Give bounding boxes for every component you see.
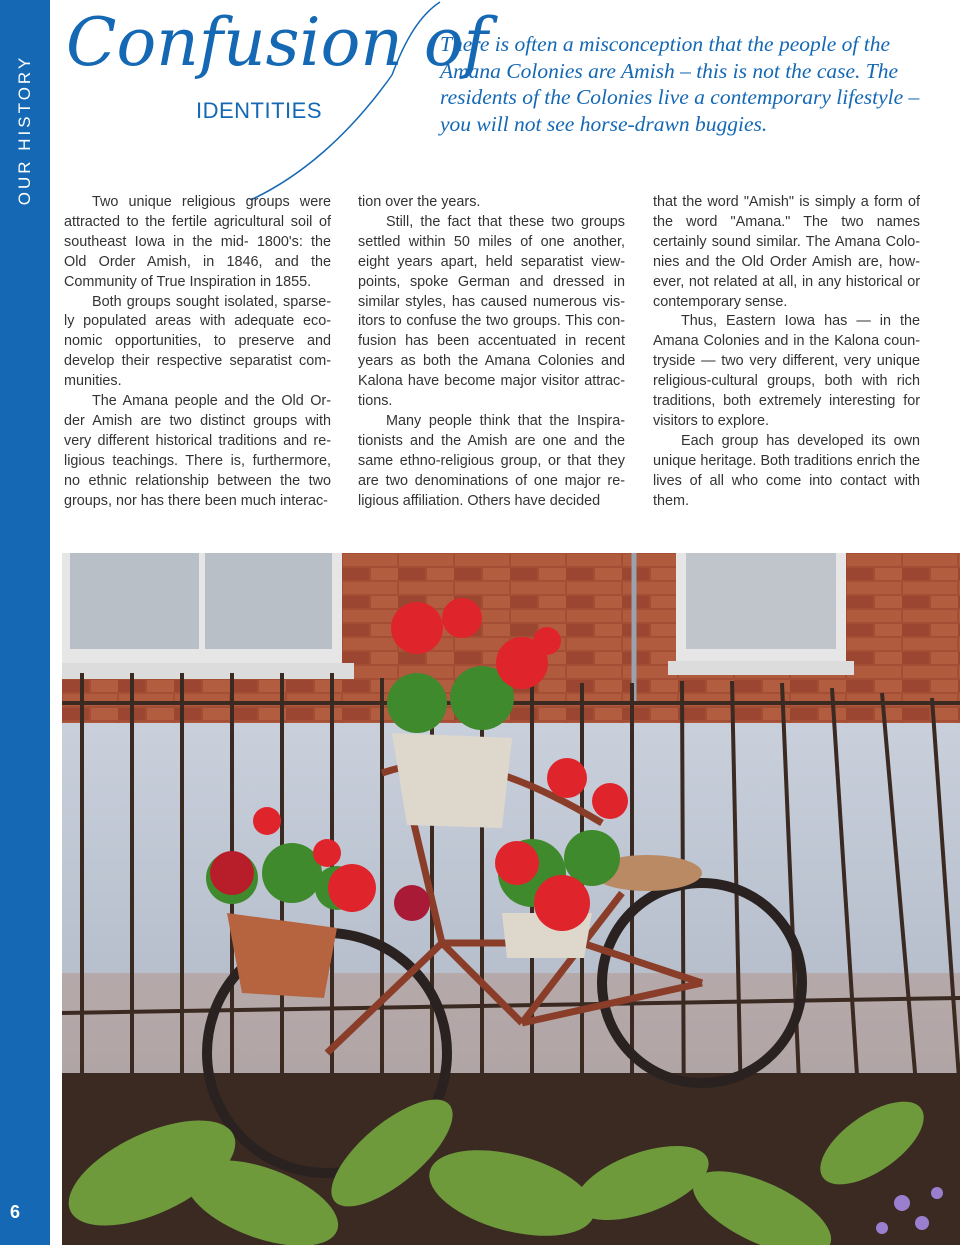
page-number: 6: [10, 1202, 21, 1222]
text-column-2: [358, 193, 625, 512]
bicycle-flowers-photo: [62, 553, 960, 1245]
paragraph: The Amana people and the Old Or-der Amish are two distinct groups with very different historical traditions and re-ligious teachings. There is, furthermore, no ethnic relationship between the two groups, nor has there been much interac-: [64, 393, 331, 509]
paragraph: Each group has developed its own unique heritage. Both traditions enrich the lives of all who come into contact with them.: [653, 432, 920, 509]
page-subtitle: IDENTITIES: [196, 98, 323, 123]
window-left: [62, 553, 354, 679]
text-column-1: [64, 193, 331, 512]
window-right: [668, 553, 854, 675]
paragraph: Many people think that the Inspira-tionists and the Amish are one and the same ethno-religious group, or that they are two denominations of one major re-ligious affiliation. Others have decided: [358, 412, 625, 509]
text-column-3: [653, 193, 920, 512]
paragraph: Both groups sought isolated, sparse-ly populated areas with adequate eco-nomic opportunities, to preserve and develop their respective separatist com-munities.: [64, 293, 331, 390]
paragraph: Still, the fact that these two groups settled within 50 miles of one another, eight years apart, held separatist view-points, spoke German and dressed in similar styles, has caused numerous vis-itors to confuse the two groups. This con-fusion has been accentuated in recent years as both the Amana Colonies and Kalona have become major visitor attrac-tions.: [358, 213, 625, 410]
photo-illustration: [62, 553, 960, 1245]
page-title: Confusion of: [66, 4, 489, 81]
section-label: OUR HISTORY: [15, 54, 34, 206]
paragraph: Thus, Eastern Iowa has — in the Amana Colonies and in the Kalona coun-tryside — two very different, very unique religious-cultural groups, both with rich traditions, both extremely interesting for visitors to explore.: [653, 313, 920, 429]
paragraph: that the word "Amish" is simply a form of the word "Amana." The two names certainly sound similar. The Amana Colo-nies and the Old Order Amish are, how-ever, not related at all, in any historical or contemporary sense.: [653, 194, 920, 310]
paragraph: tion over the years.: [358, 194, 481, 210]
paragraph: Two unique religious groups were attracted to the fertile agricultural soil of southeast Iowa in the mid- 1800's: the Old Order Amish, in 1846, and the Community of True Inspiration in 1855.: [64, 194, 331, 290]
intro-pullquote: There is often a misconception that the people of the Amana Colonies are Amish – this is not the case. The residents of the Colonies live a contemporary lifestyle – you will not see horse-drawn buggies.: [440, 32, 920, 136]
sidebar-band: [0, 0, 50, 1245]
